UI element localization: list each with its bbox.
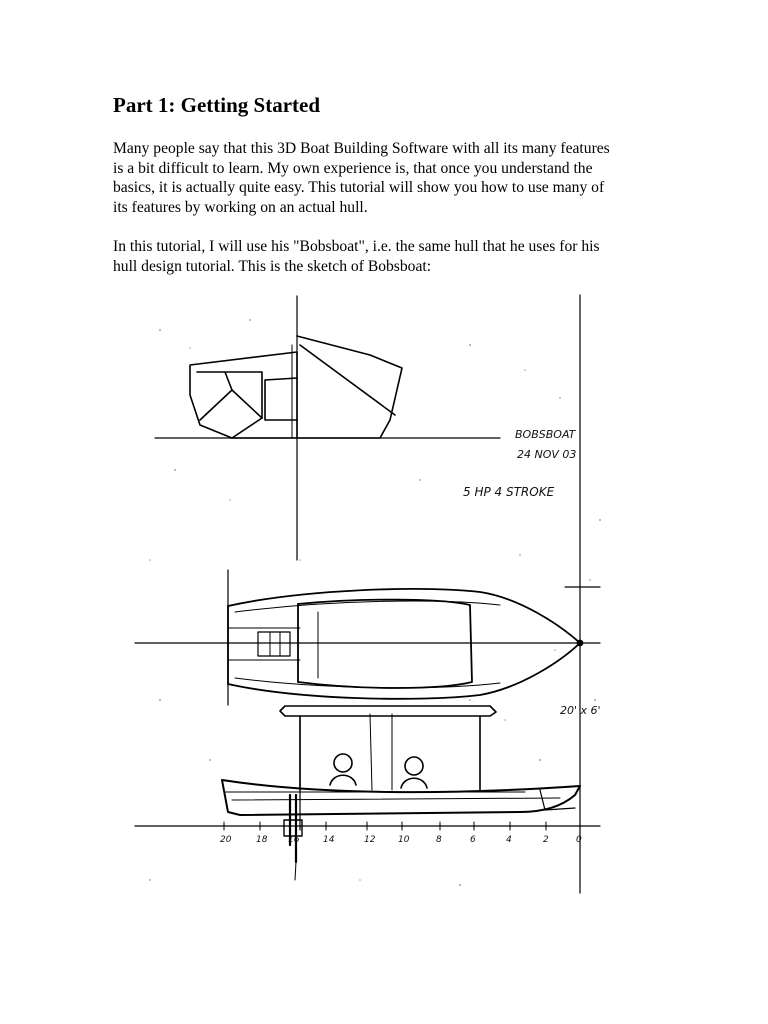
boat-sketch xyxy=(130,290,610,895)
intro-line: Many people say that this 3D Boat Building Software with all its many features xyxy=(113,140,610,157)
sketch-title: BOBSBOAT xyxy=(515,428,576,441)
station-label: 18 xyxy=(256,835,268,845)
intro-paragraph xyxy=(113,139,673,217)
station-label: 12 xyxy=(364,835,376,845)
station-label: 14 xyxy=(323,835,335,845)
station-labels xyxy=(220,835,582,845)
intro-line: basics, it is actually quite easy. This tutorial will show you how to use many of xyxy=(113,179,605,197)
station-label: 10 xyxy=(398,835,410,845)
body-plan xyxy=(190,336,402,438)
tutorial-paragraph xyxy=(113,237,673,276)
sketch-engine: 5 HP 4 STROKE xyxy=(463,485,555,499)
page-title: Part 1: Getting Started xyxy=(113,93,321,117)
station-label: 2 xyxy=(543,835,549,845)
station-label: 8 xyxy=(436,835,442,845)
intro-line: its features by working on an actual hull. xyxy=(113,198,368,216)
station-label: 6 xyxy=(470,835,476,845)
sketch-date: 24 NOV 03 xyxy=(517,448,577,461)
sketch-dimensions: 20' x 6' xyxy=(560,704,601,717)
plan-view xyxy=(228,589,583,699)
station-label: 20 xyxy=(220,835,232,845)
intro-line: is a bit difficult to learn. My own experience is, that once you understand the xyxy=(113,159,593,177)
tutorial-line: hull design tutorial. This is the sketch of Bobsboat: xyxy=(113,257,432,275)
station-label: 4 xyxy=(506,835,512,845)
profile-view xyxy=(222,706,580,880)
station-label: 0 xyxy=(576,835,582,845)
reference-axes xyxy=(135,295,600,893)
tutorial-line: In this tutorial, I will use his "Bobsboat", i.e. the same hull that he uses for his xyxy=(113,238,600,255)
station-label: 16 xyxy=(288,835,300,845)
